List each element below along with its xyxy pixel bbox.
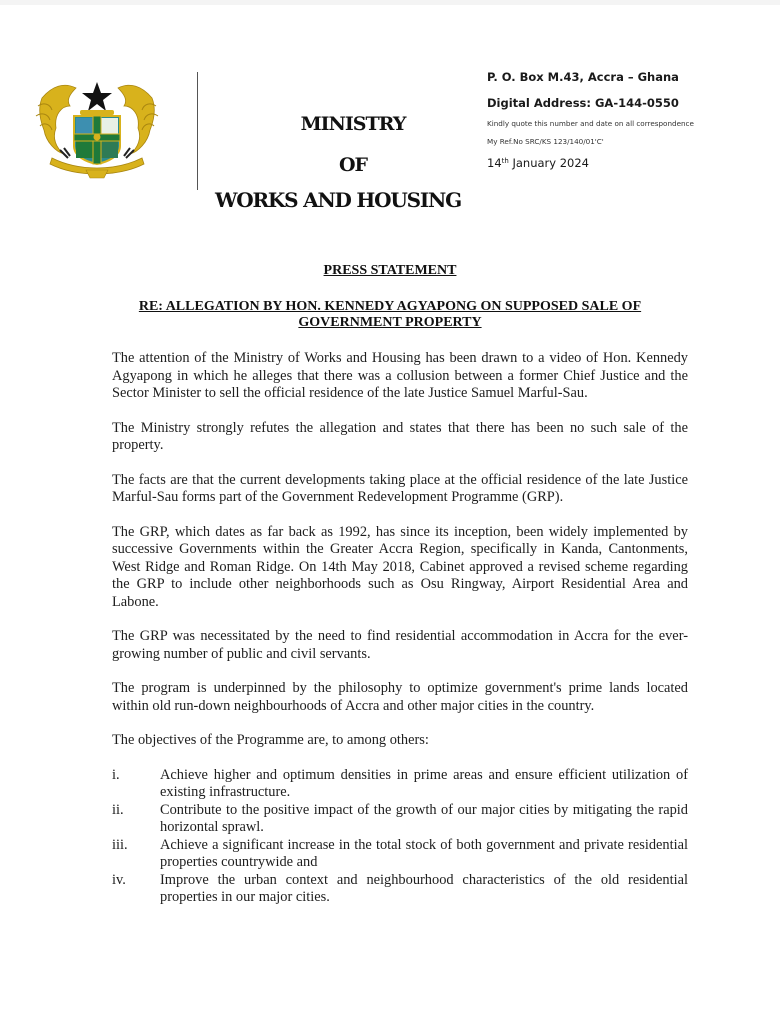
objective-number: ii. <box>112 801 124 818</box>
digital-address: Digital Address: GA-144-0550 <box>487 96 679 110</box>
coat-of-arms-emblem <box>34 76 160 180</box>
objective-number: i. <box>112 766 120 783</box>
paragraph: The facts are that the current developments taking place at the official residence of the late Justice Marful-Sau forms part of the Government Redevelopment Programme (GRP). <box>112 471 688 505</box>
objective-item <box>112 802 688 837</box>
objective-text: Achieve a significant increase in the total stock of both government and private residential properties countrywide and <box>160 836 688 870</box>
objective-text: Contribute to the positive impact of the growth of our major cities by mitigating the rapid horizontal sprawl. <box>160 801 688 835</box>
top-strip <box>0 0 780 5</box>
ministry-name-line3: WORKS AND HOUSING <box>215 188 461 212</box>
ministry-name <box>200 112 476 212</box>
left-eagle <box>40 85 76 154</box>
statement-body <box>112 350 688 907</box>
ministry-name-line1: MINISTRY <box>300 113 406 135</box>
subject-heading: RE: ALLEGATION BY HON. KENNEDY AGYAPONG ON SUPPOSED SALE OF GOVERNMENT PROPERTY <box>138 299 642 330</box>
date-suffix: th <box>501 157 509 165</box>
objective-item <box>112 767 688 802</box>
quote-note: Kindly quote this number and date on all correspondence <box>487 119 694 128</box>
objectives-list <box>112 767 688 907</box>
paragraph: The attention of the Ministry of Works and Housing has been drawn to a video of Hon. Kennedy Agyapong in which he alleges that there was a collusion between a former Chief Justice and the Sector Minister to sell the official residence of the late Justice Samuel Marful-Sau. <box>112 350 688 401</box>
reference-number: My Ref.No SRC/KS 123/140/01'C' <box>487 137 604 146</box>
paragraph: The objectives of the Programme are, to among others: <box>112 732 429 748</box>
address-block <box>487 70 694 170</box>
objective-item <box>112 872 688 907</box>
letter-date <box>487 156 694 170</box>
press-statement-title: PRESS STATEMENT <box>323 263 457 278</box>
objective-number: iii. <box>112 836 128 853</box>
paragraph: The GRP, which dates as far back as 1992, has since its inception, been widely implemented by successive Governments within the Greater Accra Region, specifically in Kanda, Cantonments, West Ridge and Roman Ridge. On 14th May 2018, Cabinet approved a revised scheme regarding the GRP to include other neighborhoods such as Osu Ringway, Airport Residential Area and Labone. <box>112 523 688 610</box>
objective-number: iv. <box>112 871 126 888</box>
paragraph: The program is underpinned by the philosophy to optimize government's prime lands located within old run-down neighbourhoods of Accra and other major cities in the country. <box>112 680 688 714</box>
objective-text: Improve the urban context and neighbourhood characteristics of the old residential properties in our major cities. <box>160 871 688 905</box>
black-star <box>82 82 112 111</box>
letterhead-divider <box>197 72 198 190</box>
paragraph: The GRP was necessitated by the need to find residential accommodation in Accra for the ever-growing number of public and civil servants. <box>112 628 688 662</box>
right-eagle <box>118 85 154 154</box>
date-month-year: January 2024 <box>508 156 590 170</box>
ministry-name-line2: OF <box>338 154 368 176</box>
objective-text: Achieve higher and optimum densities in prime areas and ensure efficient utilization of existing infrastructure. <box>160 766 688 800</box>
objective-item <box>112 837 688 872</box>
po-box: P. O. Box M.43, Accra – Ghana <box>487 70 679 84</box>
date-day: 14 <box>487 156 502 170</box>
paragraph: The Ministry strongly refutes the allegation and states that there has been no such sale of the property. <box>112 419 688 453</box>
